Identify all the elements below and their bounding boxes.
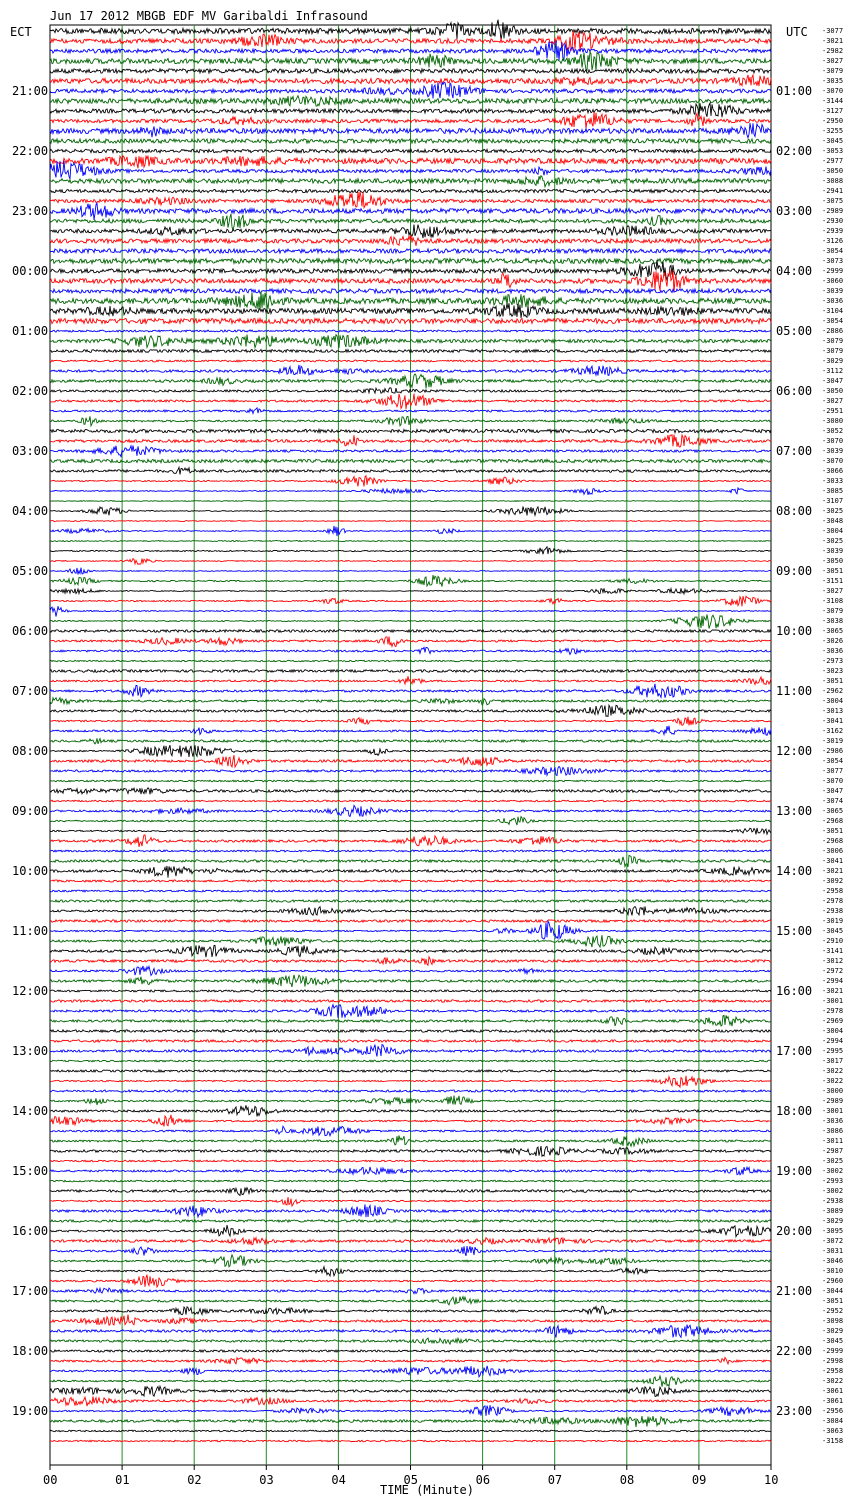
trace-line (50, 149, 771, 152)
trace-value-label: -3001 (822, 1107, 844, 1115)
trace-value-label: -3054 (822, 317, 844, 325)
trace-value-label: -3001 (822, 997, 844, 1005)
trace-value-label: -3045 (822, 1337, 844, 1345)
trace-value-label: -3088 (822, 177, 844, 185)
trace-value-label: -2952 (822, 1307, 844, 1315)
right-time-label: 19:00 (776, 1164, 813, 1178)
trace-value-label: -3025 (822, 1157, 844, 1165)
right-time-label: 13:00 (776, 804, 813, 818)
trace-value-label: -3004 (822, 527, 844, 535)
right-time-label: 16:00 (776, 984, 813, 998)
right-time-label: 09:00 (776, 564, 813, 578)
trace-line (50, 501, 771, 502)
trace-line (50, 350, 771, 353)
left-time-label: 11:00 (12, 924, 49, 938)
x-tick-label: 05 (403, 1473, 418, 1487)
trace-value-label: -3021 (822, 987, 844, 995)
trace-value-label: -3098 (822, 1317, 844, 1325)
trace-value-label: -3065 (822, 807, 844, 815)
right-time-label: 14:00 (776, 864, 813, 878)
trace-value-label: -3038 (822, 617, 844, 625)
trace-value-label: -3051 (822, 1297, 844, 1305)
trace-value-label: -3045 (822, 137, 844, 145)
trace-value-label: -3255 (822, 127, 844, 135)
trace-value-label: -3027 (822, 397, 844, 405)
right-time-label: 22:00 (776, 1344, 813, 1358)
trace-value-label: -2972 (822, 967, 844, 975)
right-time-label: 08:00 (776, 504, 813, 518)
right-time-label: 23:00 (776, 1404, 813, 1418)
right-time-label: 03:00 (776, 204, 813, 218)
trace-value-label: -3021 (822, 37, 844, 45)
trace-value-label: -3141 (822, 947, 844, 955)
trace-value-label: -3039 (822, 287, 844, 295)
trace-value-label: -3022 (822, 1077, 844, 1085)
trace-value-label: -2886 (822, 327, 844, 335)
trace-value-label: -3046 (822, 1257, 844, 1265)
x-tick-label: 01 (115, 1473, 130, 1487)
trace-value-label: -3027 (822, 587, 844, 595)
trace-value-label: -3019 (822, 737, 844, 745)
trace-value-label: -3050 (822, 167, 844, 175)
trace-value-label: -2994 (822, 1037, 844, 1045)
trace-value-label: -2958 (822, 1367, 844, 1375)
trace-value-label: -3047 (822, 377, 844, 385)
trace-value-label: -3077 (822, 27, 844, 35)
right-time-label: 06:00 (776, 384, 813, 398)
trace-value-label: -3000 (822, 1087, 844, 1095)
left-time-label: 06:00 (12, 624, 49, 638)
trace-value-label: -2941 (822, 187, 844, 195)
trace-value-label: -2930 (822, 217, 844, 225)
trace-value-label: -3060 (822, 277, 844, 285)
trace-value-label: -3053 (822, 147, 844, 155)
trace-value-label: -3070 (822, 777, 844, 785)
trace-value-label: -3112 (822, 367, 844, 375)
trace-value-label: -3158 (822, 1437, 844, 1445)
trace-value-label: -2968 (822, 817, 844, 825)
left-time-label: 09:00 (12, 804, 49, 818)
left-time-label: 17:00 (12, 1284, 49, 1298)
trace-value-label: -2973 (822, 657, 844, 665)
left-time-label: 23:00 (12, 204, 49, 218)
right-time-label: 11:00 (776, 684, 813, 698)
trace-value-label: -3127 (822, 107, 844, 115)
trace-value-label: -2910 (822, 937, 844, 945)
right-time-label: 07:00 (776, 444, 813, 458)
trace-value-label: -3052 (822, 427, 844, 435)
trace-value-label: -2989 (822, 207, 844, 215)
x-tick-label: 07 (547, 1473, 563, 1487)
left-time-label: 21:00 (12, 84, 49, 98)
left-time-label: 16:00 (12, 1224, 49, 1238)
left-time-label: 22:00 (12, 144, 49, 158)
trace-value-label: -2993 (822, 1177, 844, 1185)
trace-value-label: -3022 (822, 1067, 844, 1075)
trace-value-label: -3126 (822, 237, 844, 245)
trace-value-label: -3026 (822, 637, 844, 645)
trace-value-label: -3077 (822, 767, 844, 775)
trace-value-label: -3086 (822, 1127, 844, 1135)
trace-value-label: -3036 (822, 297, 844, 305)
trace-value-label: -3162 (822, 727, 844, 735)
trace-value-label: -3065 (822, 627, 844, 635)
trace-value-label: -3039 (822, 447, 844, 455)
left-time-label: 00:00 (12, 264, 49, 278)
trace-value-label: -2986 (822, 747, 844, 755)
trace-value-label: -2951 (822, 407, 844, 415)
trace-value-label: -3051 (822, 827, 844, 835)
right-time-label: 20:00 (776, 1224, 813, 1238)
left-time-label: 03:00 (12, 444, 49, 458)
trace-value-label: -3029 (822, 1217, 844, 1225)
left-axis-title: ECT (10, 25, 32, 39)
trace-value-label: -3054 (822, 757, 844, 765)
right-time-label: 05:00 (776, 324, 813, 338)
trace-value-label: -3072 (822, 1237, 844, 1245)
trace-value-label: -2978 (822, 1007, 844, 1015)
trace-value-label: -2994 (822, 977, 844, 985)
trace-value-label: -3017 (822, 1057, 844, 1065)
trace-value-label: -3107 (822, 497, 844, 505)
trace-value-label: -3023 (822, 667, 844, 675)
x-tick-label: 09 (691, 1473, 707, 1487)
trace-value-label: -3012 (822, 957, 844, 965)
trace-value-label: -3041 (822, 857, 844, 865)
trace-line (50, 521, 771, 522)
trace-value-label: -3070 (822, 437, 844, 445)
right-axis-title: UTC (786, 25, 808, 39)
trace-value-label: -3027 (822, 57, 844, 65)
trace-value-label: -2999 (822, 1347, 844, 1355)
trace-value-label: -3002 (822, 1167, 844, 1175)
trace-value-label: -2977 (822, 157, 844, 165)
trace-value-label: -3079 (822, 607, 844, 615)
left-time-label: 08:00 (12, 744, 49, 758)
right-time-label: 18:00 (776, 1104, 813, 1118)
trace-value-label: -3021 (822, 867, 844, 875)
trace-value-label: -3108 (822, 597, 844, 605)
trace-value-label: -3031 (822, 1247, 844, 1255)
right-time-label: 10:00 (776, 624, 813, 638)
trace-value-label: -3006 (822, 847, 844, 855)
trace-value-label: -3022 (822, 1377, 844, 1385)
right-time-label: 17:00 (776, 1044, 813, 1058)
trace-value-label: -3104 (822, 307, 844, 315)
trace-value-label: -3051 (822, 567, 844, 575)
trace-value-label: -2939 (822, 227, 844, 235)
trace-value-label: -2969 (822, 1017, 844, 1025)
trace-line (50, 541, 771, 542)
trace-value-label: -2989 (822, 1097, 844, 1105)
trace-value-label: -3151 (822, 577, 844, 585)
trace-value-label: -2960 (822, 1277, 844, 1285)
left-time-label: 04:00 (12, 504, 49, 518)
trace-value-label: -3070 (822, 87, 844, 95)
trace-value-label: -3036 (822, 1117, 844, 1125)
trace-value-label: -2950 (822, 117, 844, 125)
left-time-label: 19:00 (12, 1404, 49, 1418)
trace-value-label: -3079 (822, 337, 844, 345)
x-tick-label: 03 (259, 1473, 274, 1487)
trace-value-label: -3079 (822, 347, 844, 355)
trace-value-label: -3095 (822, 1227, 844, 1235)
trace-value-label: -3079 (822, 67, 844, 75)
trace-value-label: -3092 (822, 877, 844, 885)
right-time-label: 12:00 (776, 744, 813, 758)
trace-value-label: -3074 (822, 797, 844, 805)
trace-value-label: -3044 (822, 1287, 844, 1295)
trace-value-label: -3050 (822, 387, 844, 395)
trace-value-label: -2987 (822, 1147, 844, 1155)
right-time-label: 02:00 (776, 144, 813, 158)
trace-value-label: -3039 (822, 547, 844, 555)
trace-value-label: -3004 (822, 1027, 844, 1035)
trace-value-label: -2982 (822, 47, 844, 55)
trace-value-label: -3010 (822, 1267, 844, 1275)
trace-value-label: -3011 (822, 1137, 844, 1145)
trace-value-label: -3080 (822, 417, 844, 425)
right-time-label: 21:00 (776, 1284, 813, 1298)
trace-value-label: -3025 (822, 507, 844, 515)
trace-value-label: -3070 (822, 457, 844, 465)
trace-value-label: -3029 (822, 357, 844, 365)
left-time-label: 05:00 (12, 564, 49, 578)
trace-value-label: -3004 (822, 697, 844, 705)
x-axis-label: TIME (Minute) (380, 1483, 474, 1497)
x-tick-label: 04 (331, 1473, 346, 1487)
trace-value-label: -3035 (822, 77, 844, 85)
trace-value-label: -3002 (822, 1187, 844, 1195)
trace-value-label: -3144 (822, 97, 844, 105)
trace-value-label: -2938 (822, 1197, 844, 1205)
trace-value-label: -3085 (822, 487, 844, 495)
chart-title: Jun 17 2012 MBGB EDF MV Garibaldi Infrasound (50, 9, 368, 23)
trace-value-label: -3063 (822, 1427, 844, 1435)
trace-value-label: -3013 (822, 707, 844, 715)
left-time-label: 14:00 (12, 1104, 49, 1118)
left-time-label: 01:00 (12, 324, 49, 338)
trace-value-label: -2962 (822, 687, 844, 695)
trace-value-label: -2978 (822, 897, 844, 905)
right-time-label: 15:00 (776, 924, 813, 938)
trace-value-label: -3084 (822, 1417, 844, 1425)
left-time-label: 15:00 (12, 1164, 49, 1178)
trace-value-label: -3045 (822, 927, 844, 935)
x-tick-label: 06 (475, 1473, 491, 1487)
trace-value-label: -2998 (822, 1357, 844, 1365)
x-tick-label: 10 (764, 1473, 779, 1487)
trace-value-label: -3073 (822, 257, 844, 265)
left-time-label: 18:00 (12, 1344, 49, 1358)
trace-value-label: -3050 (822, 557, 844, 565)
trace-value-label: -3061 (822, 1387, 844, 1395)
x-tick-label: 08 (619, 1473, 635, 1487)
trace-value-label: -2938 (822, 907, 844, 915)
trace-value-label: -2999 (822, 267, 844, 275)
trace-value-label: -3036 (822, 647, 844, 655)
x-tick-label: 00 (43, 1473, 58, 1487)
trace-value-label: -3047 (822, 787, 844, 795)
trace-value-label: -2968 (822, 837, 844, 845)
trace-value-label: -3025 (822, 537, 844, 545)
left-time-label: 07:00 (12, 684, 49, 698)
trace-value-label: -3041 (822, 717, 844, 725)
trace-value-label: -3061 (822, 1397, 844, 1405)
trace-value-label: -3029 (822, 1327, 844, 1335)
left-time-label: 10:00 (12, 864, 49, 878)
trace-value-label: -3048 (822, 517, 844, 525)
trace-value-label: -2956 (822, 1407, 844, 1415)
trace-value-label: -3089 (822, 1207, 844, 1215)
trace-value-label: -3033 (822, 477, 844, 485)
left-time-label: 12:00 (12, 984, 49, 998)
trace-value-label: -3054 (822, 247, 844, 255)
trace-value-label: -3051 (822, 677, 844, 685)
trace-value-label: -2995 (822, 1047, 844, 1055)
trace-value-label: -3066 (822, 467, 844, 475)
trace-value-label: -3019 (822, 917, 844, 925)
left-time-label: 13:00 (12, 1044, 49, 1058)
x-tick-label: 02 (187, 1473, 202, 1487)
right-time-label: 01:00 (776, 84, 813, 98)
left-time-label: 02:00 (12, 384, 49, 398)
trace-value-label: -3075 (822, 197, 844, 205)
trace-value-label: -2958 (822, 887, 844, 895)
right-time-label: 04:00 (776, 264, 813, 278)
